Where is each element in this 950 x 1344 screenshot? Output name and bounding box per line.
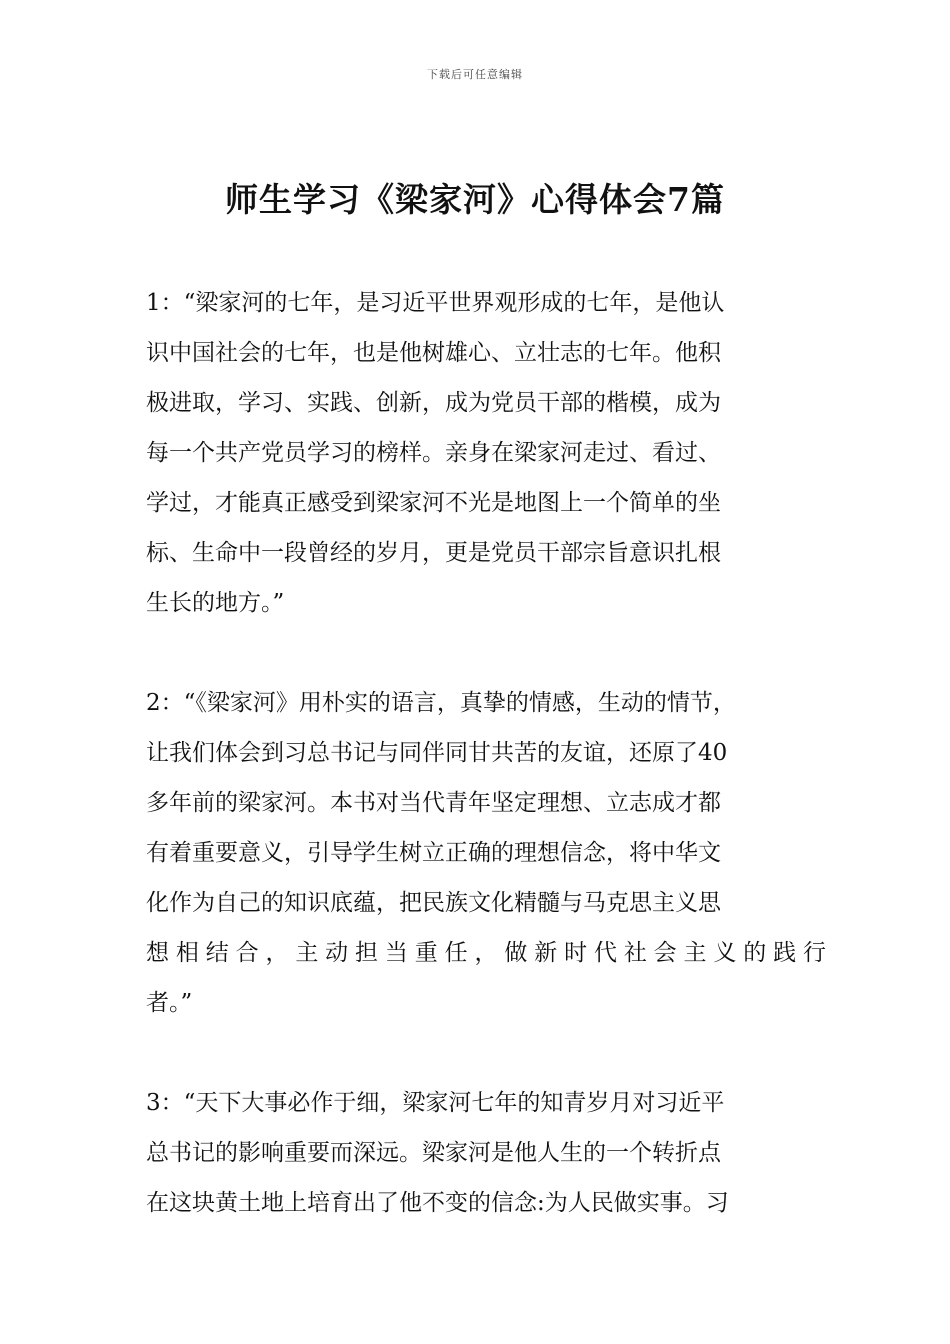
paragraph-line: 极进取，学习、实践、创新，成为党员干部的楷模，成为 (146, 390, 721, 416)
paragraph-1 (146, 278, 826, 628)
paragraph-line: 化作为自己的知识底蕴，把民族文化精髓与马克思主义思 (146, 890, 721, 916)
paragraph-line: 让我们体会到习总书记与同伴同甘共苦的友谊，还原了40 (146, 740, 728, 766)
paragraph-line: 学过，才能真正感受到梁家河不光是地图上一个简单的坐 (146, 490, 721, 516)
paragraph-line: 想相结合，主动担当重任，做新时代社会主义的践行 (146, 940, 826, 966)
paragraph-line: 识中国社会的七年，也是他树雄心、立壮志的七年。他积 (146, 340, 721, 366)
document-title: 师生学习《梁家河》心得体会7篇 (225, 180, 725, 219)
paragraph-3 (146, 1078, 826, 1228)
paragraph-2 (146, 678, 826, 1028)
paragraph-line: 1：“梁家河的七年，是习近平世界观形成的七年，是他认 (146, 290, 725, 316)
paragraph-line: 标、生命中一段曾经的岁月，更是党员干部宗旨意识扎根 (146, 540, 721, 566)
header-note: 下载后可任意编辑 (427, 68, 523, 81)
paragraph-line: 在这块黄土地上培育出了他不变的信念:为人民做实事。习 (146, 1190, 729, 1216)
paragraph-line: 总书记的影响重要而深远。梁家河是他人生的一个转折点 (146, 1140, 721, 1166)
paragraph-line: 有着重要意义，引导学生树立正确的理想信念，将中华文 (146, 840, 721, 866)
paragraph-line: 3：“天下大事必作于细，梁家河七年的知青岁月对习近平 (146, 1090, 725, 1116)
document-body (146, 278, 826, 1278)
paragraph-line: 每一个共产党员学习的榜样。亲身在梁家河走过、看过、 (146, 440, 721, 466)
paragraph-line: 者。” (146, 990, 193, 1016)
paragraph-line: 多年前的梁家河。本书对当代青年坚定理想、立志成才都 (146, 790, 721, 816)
paragraph-line: 2：“《梁家河》用朴实的语言，真挚的情感，生动的情节， (146, 690, 736, 716)
paragraph-line: 生长的地方。” (146, 590, 285, 616)
